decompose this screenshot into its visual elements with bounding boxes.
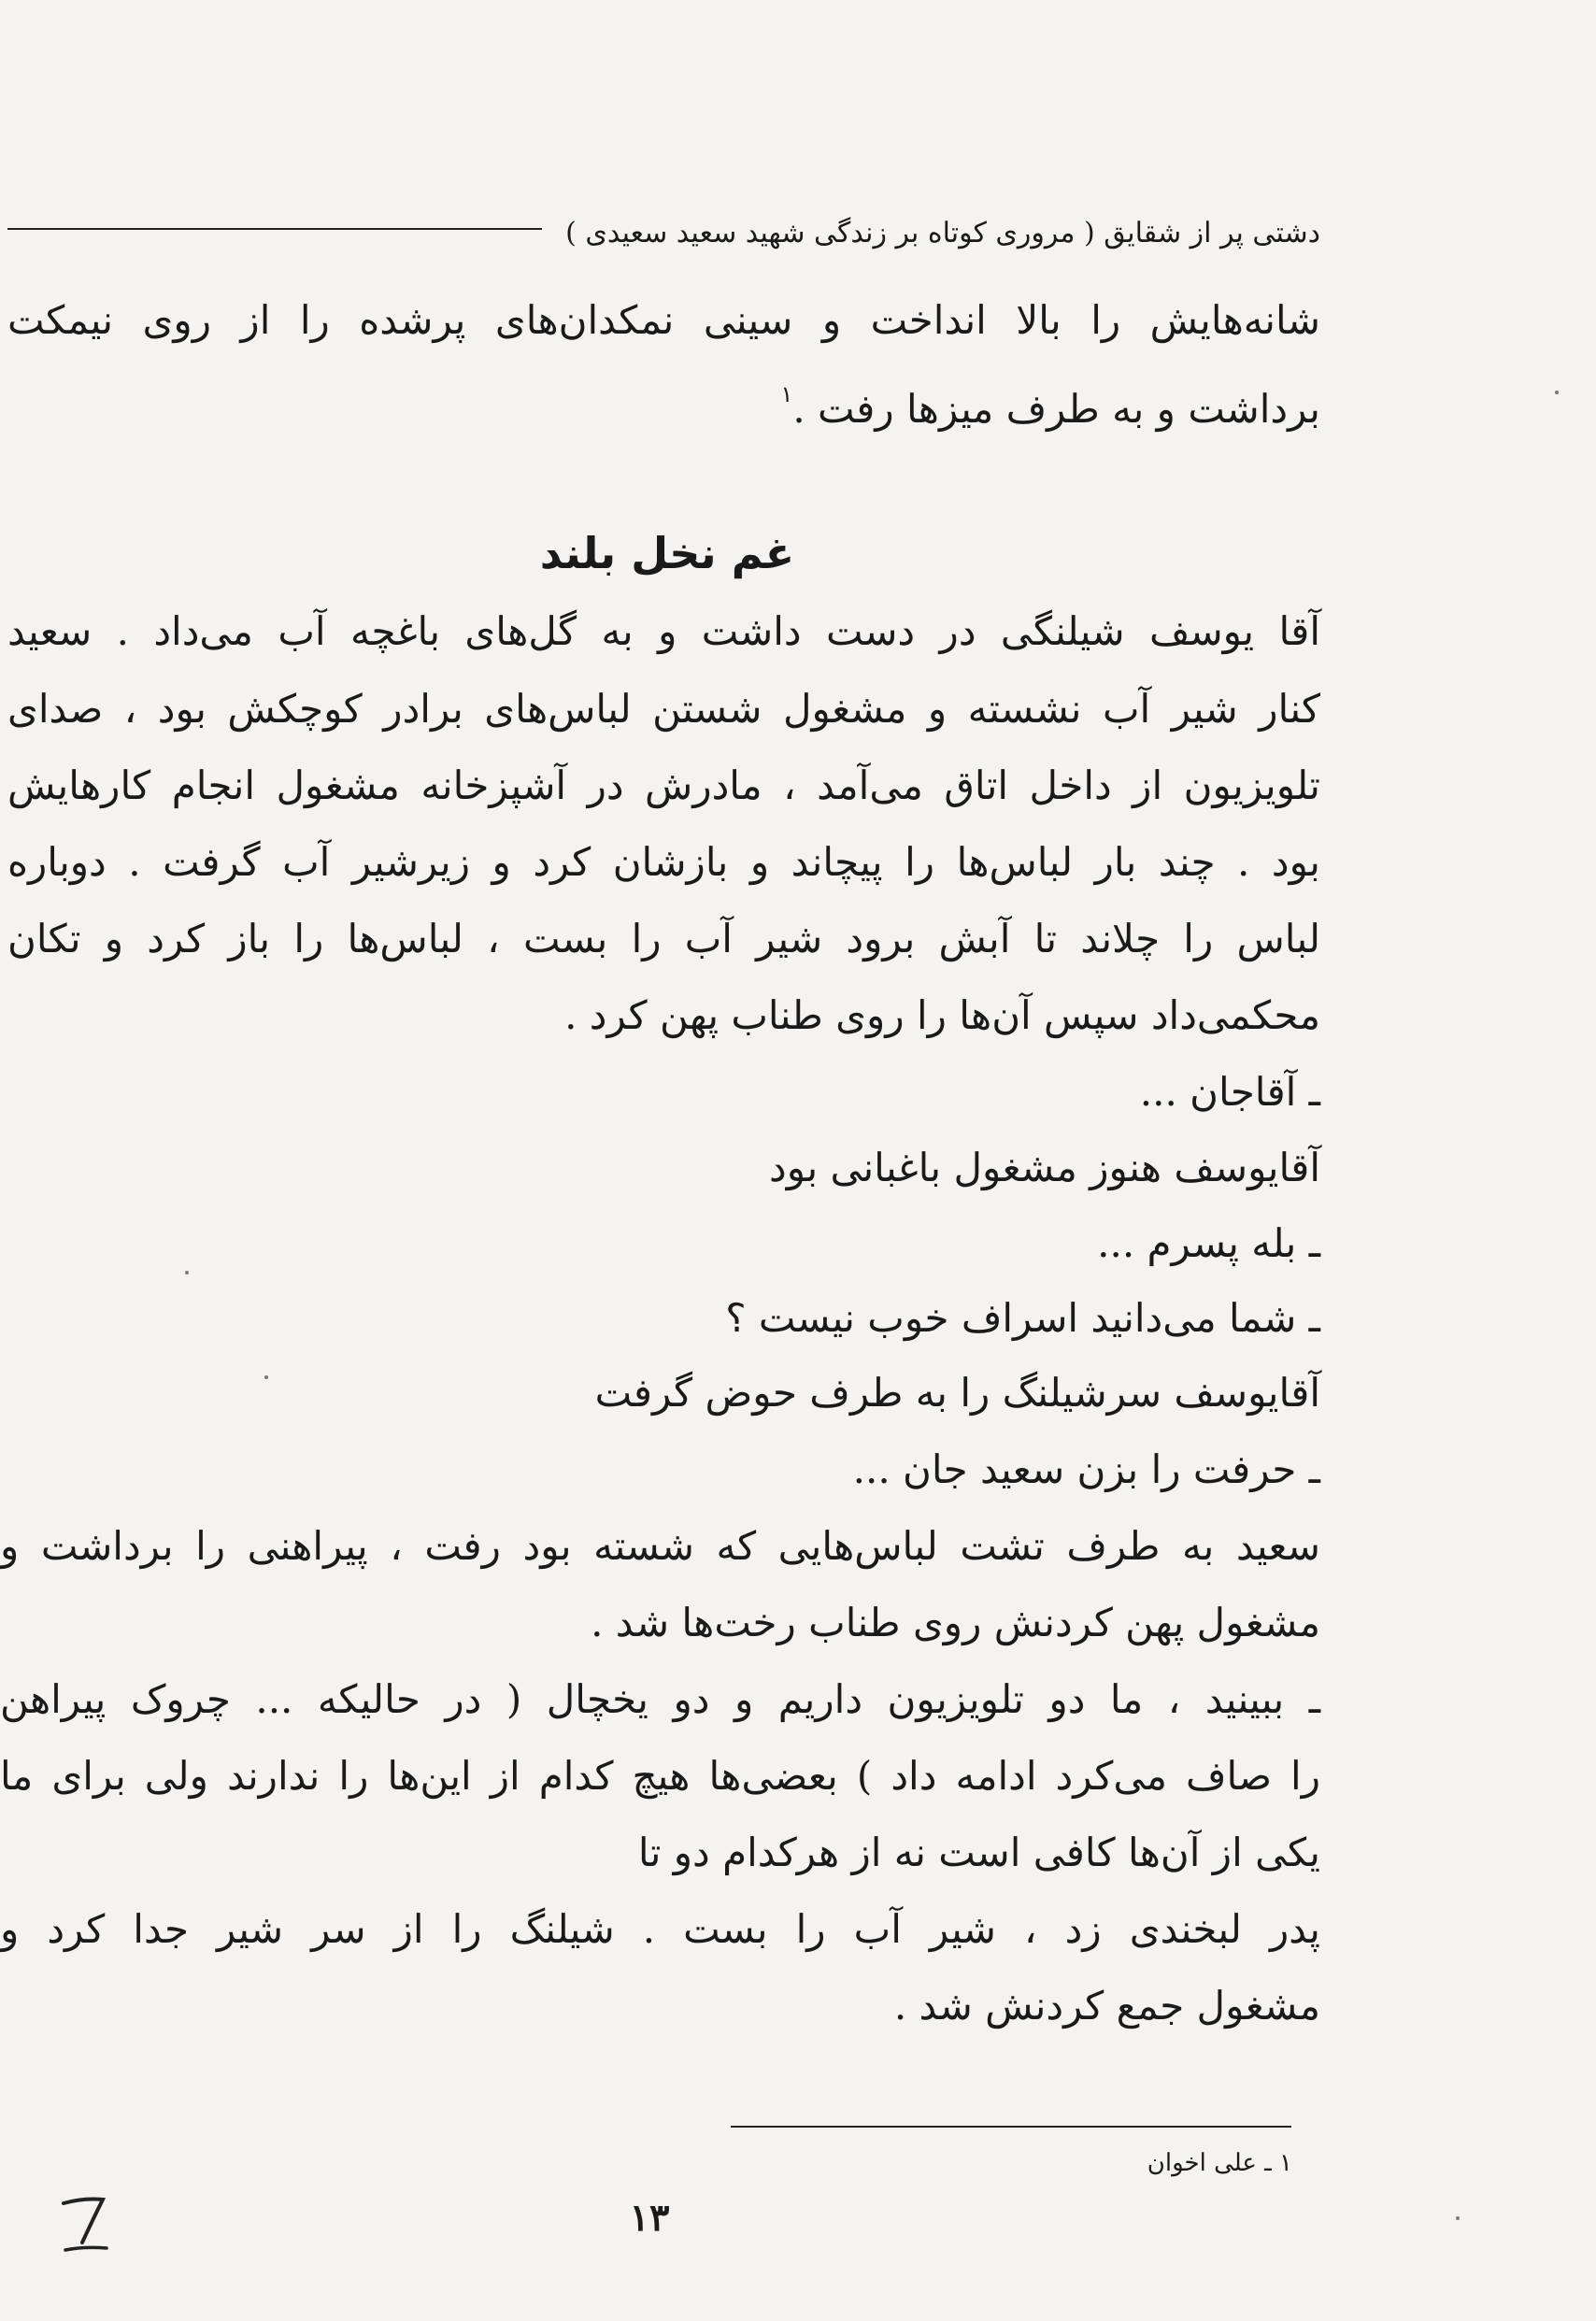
body-line: یکی از آن‌ها کافی است نه از هرکدام دو تا (637, 1830, 1320, 1875)
body-line: بود . چند بار لباس‌ها را پیچاند و بازشان کرد و زیرشیر آب گرفت . دوباره (7, 839, 1320, 885)
header-rule (7, 228, 542, 230)
body-line: مشغول پهن کردنش روی طناب رخت‌ها شد . (591, 1600, 1320, 1645)
dialogue-line: ـ شما می‌دانید اسراف خوب نیست ؟ (725, 1295, 1320, 1341)
body-line: پدر لبخندی زد ، شیر آب را بست . شیلنگ را از سر شیر جدا کرد و (0, 1906, 1320, 1952)
body-line: آقایوسف هنوز مشغول باغبانی بود (769, 1145, 1320, 1190)
scan-speck (1456, 2216, 1460, 2220)
scan-speck (185, 1271, 189, 1274)
dialogue-line: ـ ببینید ، ما دو تلویزیون داریم و دو یخچال ( در حالیکه ... چروک پیراهن (0, 1676, 1320, 1722)
body-line: شانه‌هایش را بالا انداخت و سینی نمکدان‌های پرشده را از روی نیمکت (7, 297, 1320, 343)
body-line: آقا یوسف شیلنگی در دست داشت و به گل‌های باغچه آب می‌داد . سعید (7, 608, 1320, 654)
body-line: مشغول جمع کردنش شد . (893, 1983, 1320, 2029)
dialogue-line: ـ حرفت را بزن سعید جان ... (852, 1446, 1320, 1492)
body-line: آقایوسف سرشیلنگ را به طرف حوض گرفت (594, 1370, 1320, 1416)
body-line (780, 381, 1320, 432)
dialogue-line: ـ بله پسرم ... (1097, 1220, 1320, 1266)
body-line: را صاف می‌کرد ادامه داد ) بعضی‌ها هیچ کدام از این‌ها را ندارند ولی برای ما (0, 1753, 1320, 1799)
footnote-rule (731, 2126, 1291, 2128)
scan-speck (1555, 391, 1559, 394)
footnote: ۱ ـ علی اخوان (1147, 2149, 1292, 2177)
running-header: دشتی پر از شقایق ( مروری کوتاه بر زندگی شهید سعید سعیدی ) (565, 217, 1320, 249)
handwritten-mark-icon (56, 2190, 112, 2256)
section-heading-text: غم نخل بلند (539, 528, 795, 578)
body-line: تلویزیون از داخل اتاق می‌آمد ، مادرش در آشپزخانه مشغول انجام کارهایش (7, 762, 1320, 808)
scan-speck (264, 1375, 268, 1379)
footnote-reference: ۱ (780, 381, 793, 407)
section-heading (0, 528, 1596, 578)
body-line-text: برداشت و به طرف میزها رفت . (792, 386, 1320, 432)
body-line: کنار شیر آب نشسته و مشغول شستن لباس‌های برادر کوچکش بود ، صدای (7, 686, 1320, 732)
body-line: لباس را چلاند تا آبش برود شیر آب را بست ، لباس‌ها را باز کرد و تکان (7, 916, 1320, 961)
body-line: سعید به طرف تشت لباس‌هایی که شسته بود رفت ، پیراهنی را برداشت و (0, 1523, 1320, 1569)
body-line: محکمی‌داد سپس آن‌ها را روی طناب پهن کرد . (564, 992, 1320, 1038)
page-number: ۱۳ (629, 2196, 670, 2240)
dialogue-line: ـ آقاجان ... (1139, 1069, 1320, 1115)
